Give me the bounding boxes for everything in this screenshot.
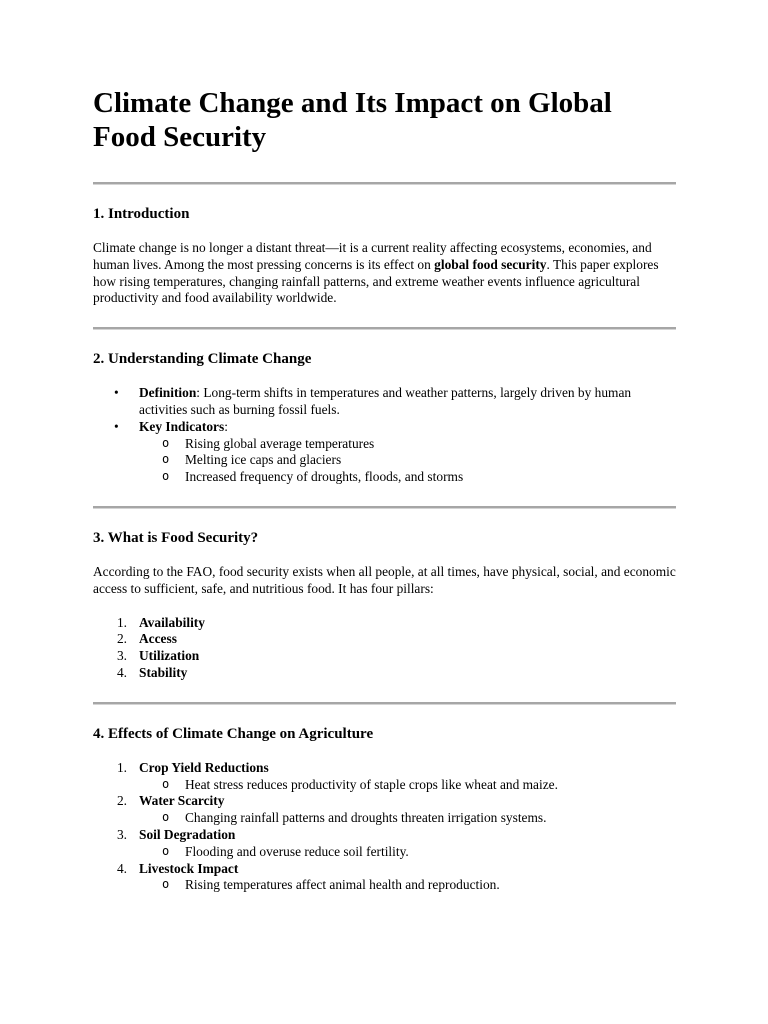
bullet-icon: • (114, 385, 119, 401)
document-page (93, 86, 676, 894)
section-heading-understanding: 2. Understanding Climate Change (93, 351, 312, 368)
item-label: Key Indicators (139, 418, 225, 434)
circle-bullet-icon: o (162, 435, 170, 450)
pillar-label: Availability (139, 614, 205, 630)
section-heading-food-security: 3. What is Food Security? (93, 529, 259, 546)
sub-list (139, 844, 676, 861)
list-item (93, 419, 676, 486)
sub-item-text: Melting ice caps and glaciers (185, 452, 342, 468)
pillars-list (93, 615, 676, 682)
list-item (93, 631, 676, 648)
food-security-paragraph: According to the FAO, food security exists when all people, at all times, have physical, social, and economic access to sufficient, safe, and nutritious food. It has four pillars: (93, 563, 676, 596)
effect-title: Crop Yield Reductions (139, 759, 269, 775)
intro-text-2: . This paper explores how rising temperatures, changing rainfall patterns, and extreme weather events influence agricultural productivity and food availability worldwide. (93, 256, 659, 306)
list-number: 1. (116, 614, 127, 630)
list-number: 4. (116, 664, 127, 680)
intro-text-1: Climate change is no longer a distant threat—it is a current reality affecting ecosystems, economies, and human lives. Among the most pressing concerns is its effect on (93, 240, 652, 272)
list-item (93, 648, 676, 665)
intro-bold-text: global food security (434, 256, 547, 272)
sub-item-text: Increased frequency of droughts, floods, and storms (185, 469, 464, 485)
pillar-label: Access (139, 631, 177, 647)
item-label: Definition (139, 385, 197, 401)
document-title: Climate Change and Its Impact on Global Food Security (93, 87, 612, 153)
sub-item-text: Heat stress reduces productivity of staple crops like wheat and maize. (185, 776, 558, 792)
circle-bullet-icon: o (162, 877, 170, 892)
sub-list-item (93, 452, 676, 469)
circle-bullet-icon: o (162, 469, 170, 484)
circle-bullet-icon: o (162, 452, 170, 467)
sub-list-item (93, 877, 676, 894)
section-heading-effects: 4. Effects of Climate Change on Agriculture (93, 725, 374, 742)
sub-list-item (93, 777, 676, 794)
list-item (93, 861, 676, 895)
list-item (93, 793, 676, 827)
list-number: 4. (116, 860, 127, 876)
list-number: 3. (116, 826, 127, 842)
sub-list (139, 436, 676, 486)
sub-list-item (93, 844, 676, 861)
introduction-paragraph (93, 240, 676, 307)
sub-list (139, 810, 676, 827)
section-heading-introduction: 1. Introduction (93, 206, 190, 222)
sub-item-text: Flooding and overuse reduce soil fertility. (185, 843, 409, 859)
list-item (93, 665, 676, 682)
effect-title: Soil Degradation (139, 826, 236, 842)
effect-title: Water Scarcity (139, 793, 225, 809)
circle-bullet-icon: o (162, 843, 170, 858)
effects-list (93, 760, 676, 894)
climate-list (93, 385, 676, 486)
list-item (93, 615, 676, 632)
divider (93, 182, 676, 185)
divider (93, 702, 676, 705)
divider (93, 506, 676, 509)
sub-list (139, 777, 676, 794)
divider (93, 327, 676, 330)
circle-bullet-icon: o (162, 776, 170, 791)
sub-item-text: Rising temperatures affect animal health and reproduction. (185, 877, 500, 893)
item-text: : (224, 418, 228, 434)
sub-item-text: Changing rainfall patterns and droughts threaten irrigation systems. (185, 810, 547, 826)
bullet-icon: • (114, 418, 119, 434)
sub-item-text: Rising global average temperatures (185, 435, 375, 451)
sub-list-item (93, 436, 676, 453)
item-text: : Long-term shifts in temperatures and weather patterns, largely driven by human activities such as burning fossil fuels. (139, 385, 632, 417)
pillar-label: Utilization (139, 648, 200, 664)
circle-bullet-icon: o (162, 810, 170, 825)
sub-list-item (93, 810, 676, 827)
sub-list (139, 877, 676, 894)
list-number: 3. (116, 648, 127, 664)
pillar-label: Stability (139, 664, 188, 680)
list-number: 2. (116, 631, 127, 647)
sub-list-item (93, 469, 676, 486)
list-number: 2. (116, 793, 127, 809)
effect-title: Livestock Impact (139, 860, 239, 876)
list-item (93, 385, 676, 419)
list-item (93, 827, 676, 861)
list-item (93, 760, 676, 794)
list-number: 1. (116, 759, 127, 775)
